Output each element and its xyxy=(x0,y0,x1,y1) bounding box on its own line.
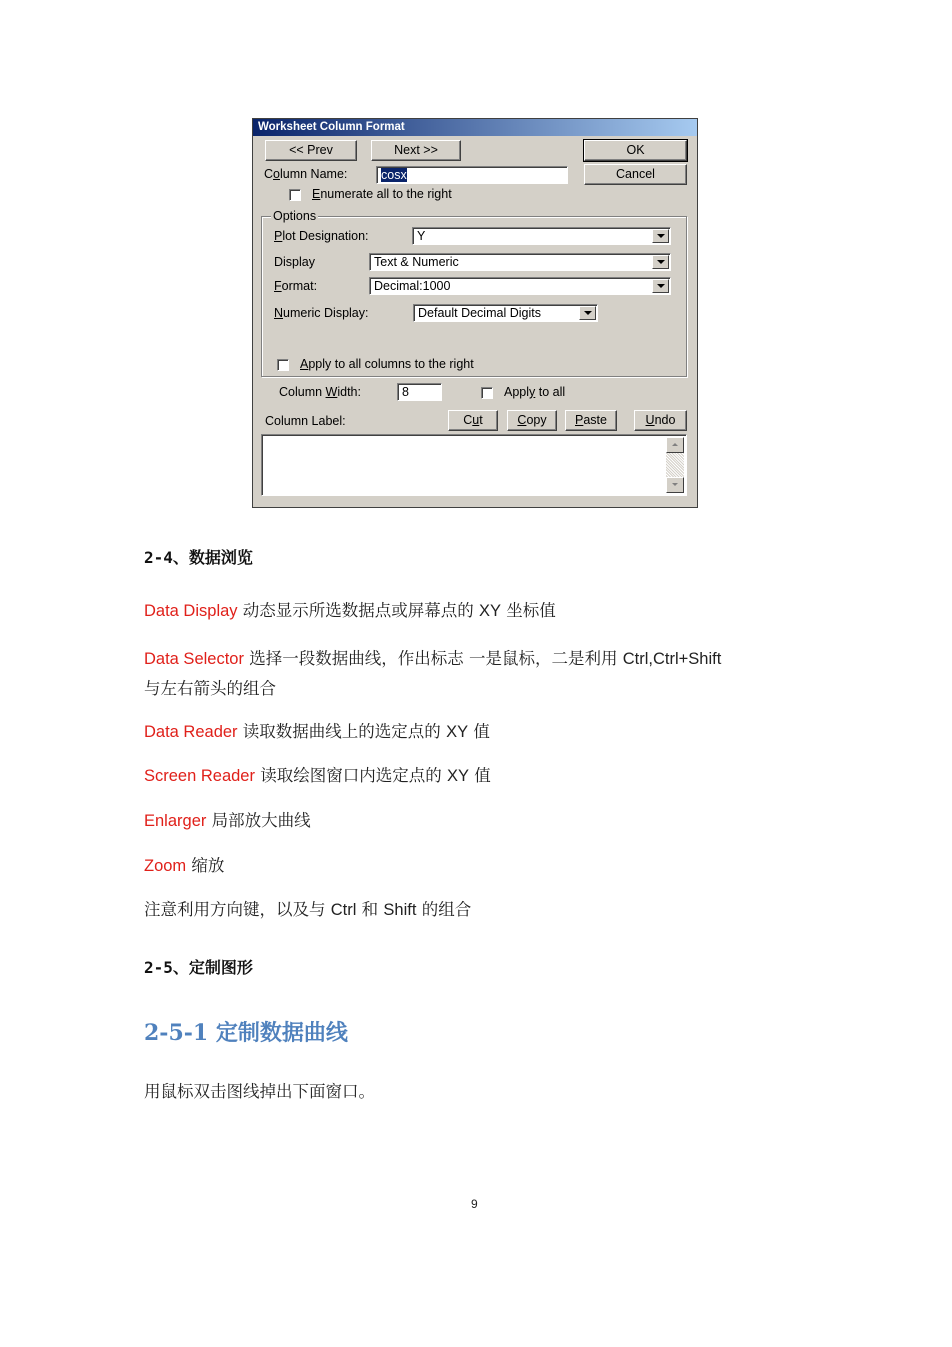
paste-button[interactable]: Paste xyxy=(565,410,617,431)
apply-right-label: Apply to all columns to the right xyxy=(300,357,474,371)
display-select[interactable]: Text & Numeric xyxy=(369,253,671,271)
list-item: Data Reader 读取数据曲线上的选定点的 XY 值 xyxy=(144,722,490,741)
list-item: Data Display 动态显示所选数据点或屏幕点的 XY 坐标值 xyxy=(144,601,556,620)
term-data-display: Data Display xyxy=(144,602,238,620)
body-paragraph: 用鼠标双击图线掉出下面窗口。 xyxy=(144,1082,375,1101)
column-label-label: Column Label: xyxy=(265,414,346,428)
options-group-label: Options xyxy=(273,209,317,223)
worksheet-column-format-dialog xyxy=(252,118,698,508)
list-item: Screen Reader 读取绘图窗口内选定点的 XY 值 xyxy=(144,766,491,785)
column-width-label: Column Width: xyxy=(279,385,361,399)
section-heading-2-5: 2-5、定制图形 xyxy=(144,958,253,977)
apply-right-checkbox[interactable] xyxy=(277,359,289,371)
term-data-selector: Data Selector xyxy=(144,650,244,668)
section-heading-2-4: 2-4、数据浏览 xyxy=(144,548,253,567)
term-data-reader: Data Reader xyxy=(144,723,238,741)
list-item: Data Selector 选择一段数据曲线，作出标志 一是鼠标，二是利用 Ctrl,Ctrl+Shift 与左右箭头的组合 xyxy=(144,649,722,698)
numeric-display-select[interactable]: Default Decimal Digits xyxy=(413,304,598,322)
enumerate-label: Enumerate all to the right xyxy=(312,187,452,201)
list-item: Zoom 缩放 xyxy=(144,856,225,875)
cancel-button[interactable]: Cancel xyxy=(584,164,687,185)
column-width-input[interactable]: 8 xyxy=(397,383,442,401)
plot-designation-label: Plot Designation: xyxy=(274,229,369,243)
column-label-scrollbar[interactable] xyxy=(666,437,684,493)
chevron-down-icon[interactable] xyxy=(579,306,596,320)
page-number: 9 xyxy=(471,1197,478,1211)
undo-button[interactable]: Undo xyxy=(634,410,687,431)
subsection-heading-2-5-1: 2-5-1 定制数据曲线 xyxy=(144,1020,348,1046)
dialog-title: Worksheet Column Format xyxy=(253,119,697,136)
cut-button[interactable]: Cut xyxy=(448,410,498,431)
chevron-down-icon[interactable] xyxy=(652,279,669,293)
apply-all-label: Apply to all xyxy=(504,385,566,399)
column-name-label: Column Name: xyxy=(264,167,348,181)
display-label: Display xyxy=(274,255,315,269)
note-paragraph: 注意利用方向键，以及与 Ctrl 和 Shift 的组合 xyxy=(144,900,472,919)
term-enlarger: Enlarger xyxy=(144,812,207,830)
scroll-up-icon[interactable] xyxy=(666,437,684,453)
scroll-down-icon[interactable] xyxy=(666,477,684,493)
column-label-textarea[interactable] xyxy=(261,434,687,496)
apply-all-checkbox[interactable] xyxy=(481,387,493,399)
column-name-input[interactable]: cosx xyxy=(376,166,568,184)
plot-designation-select[interactable]: Y xyxy=(412,227,671,245)
format-select[interactable]: Decimal:1000 xyxy=(369,277,671,295)
copy-button[interactable]: Copy xyxy=(507,410,557,431)
chevron-down-icon[interactable] xyxy=(652,255,669,269)
prev-button[interactable]: << Prev xyxy=(265,140,357,161)
next-button[interactable]: Next >> xyxy=(371,140,461,161)
format-label: Format: xyxy=(274,279,318,293)
numeric-display-label: Numeric Display: xyxy=(274,306,369,320)
ok-button[interactable]: OK xyxy=(584,140,687,161)
enumerate-checkbox[interactable] xyxy=(289,189,301,201)
list-item: Enlarger 局部放大曲线 xyxy=(144,811,311,830)
chevron-down-icon[interactable] xyxy=(652,229,669,243)
term-zoom: Zoom xyxy=(144,857,187,875)
term-screen-reader: Screen Reader xyxy=(144,767,255,785)
